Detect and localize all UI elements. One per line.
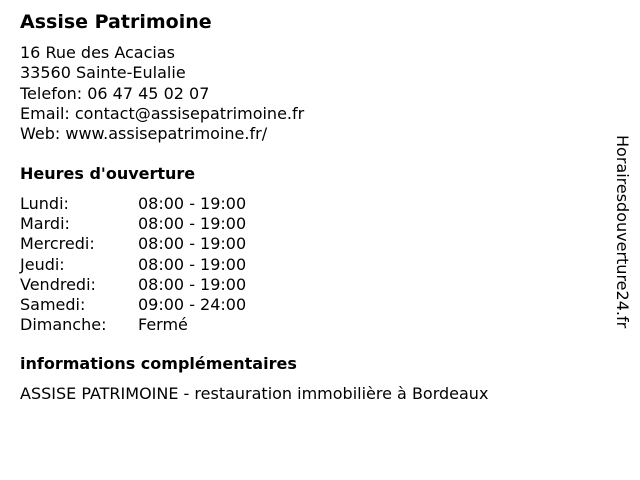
hours-time: 08:00 - 19:00: [138, 234, 247, 254]
hours-day: Dimanche:: [20, 315, 107, 335]
info-text: ASSISE PATRIMOINE - restauration immobilière à Bordeaux: [20, 384, 489, 403]
contact-block: [20, 43, 304, 144]
brand-watermark: Horairesdouverture24.fr: [613, 135, 632, 329]
hours-row-monday: [20, 194, 246, 214]
info-heading: informations complémentaires: [20, 354, 297, 373]
hours-heading: Heures d'ouverture: [20, 164, 196, 183]
hours-row-thursday: [20, 255, 246, 275]
hours-row-friday: [20, 275, 246, 295]
hours-row-tuesday: [20, 214, 246, 234]
business-name: Assise Patrimoine: [20, 11, 212, 33]
hours-time: 08:00 - 19:00: [138, 254, 247, 274]
address-line-2: 33560 Sainte-Eulalie: [20, 63, 186, 83]
hours-time: 08:00 - 19:00: [138, 194, 247, 213]
hours-day: Jeudi:: [20, 254, 65, 274]
hours-day: Mercredi:: [20, 234, 95, 254]
hours-time: 09:00 - 24:00: [138, 295, 247, 315]
hours-day: Vendredi:: [20, 274, 96, 294]
hours-day: Lundi:: [20, 194, 69, 213]
hours-row-wednesday: [20, 234, 246, 254]
hours-day: Samedi:: [20, 295, 86, 315]
hours-time: 08:00 - 19:00: [138, 214, 247, 234]
hours-day: Mardi:: [20, 214, 70, 234]
hours-time: Fermé: [138, 315, 188, 335]
hours-row-sunday: [20, 315, 246, 335]
hours-time: 08:00 - 19:00: [138, 274, 247, 294]
address-line-1: 16 Rue des Acacias: [20, 43, 175, 62]
hours-table: [20, 194, 246, 335]
phone-line: Telefon: 06 47 45 02 07: [20, 83, 210, 103]
hours-row-saturday: [20, 295, 246, 315]
web-line: Web: www.assisepatrimoine.fr/: [20, 124, 268, 144]
email-line: Email: contact@assisepatrimoine.fr: [20, 103, 305, 123]
